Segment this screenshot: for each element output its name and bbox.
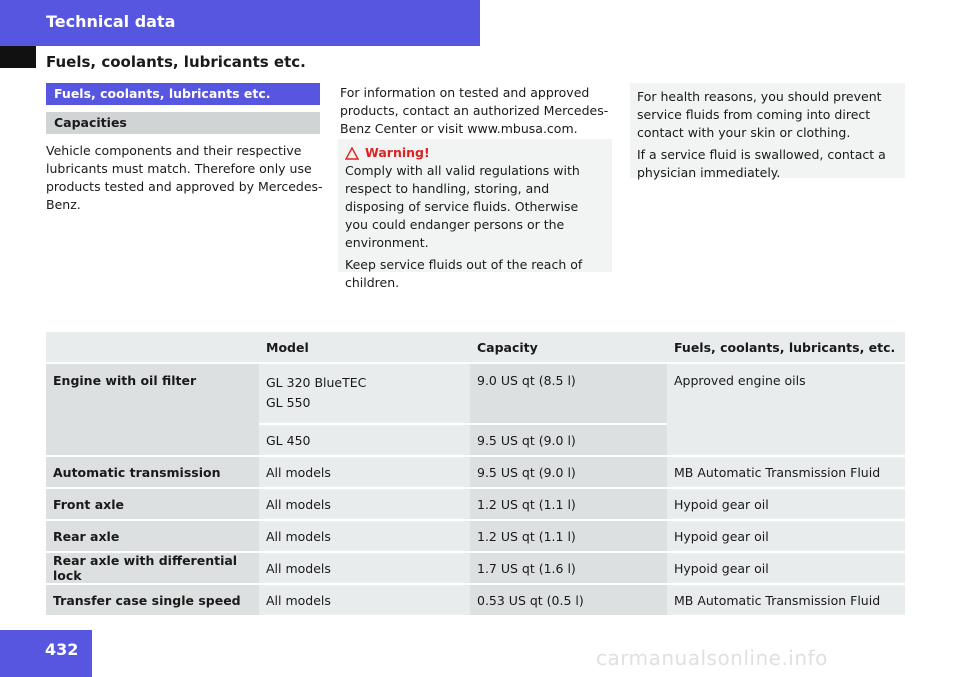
table-row <box>46 520 905 552</box>
row-label: Automatic transmission <box>46 456 259 488</box>
cell-engine-fluid: Approved engine oils <box>667 363 905 456</box>
cell-engine-capacity-2: 9.5 US qt (9.0 l) <box>470 424 667 456</box>
cell-capacity: 1.2 US qt (1.1 l) <box>470 520 667 552</box>
cell-model: All models <box>259 552 470 584</box>
cell-fluid: Hypoid gear oil <box>667 488 905 520</box>
warning-triangle-icon <box>345 147 359 160</box>
table-row-engine-1 <box>46 363 905 424</box>
table-row <box>46 488 905 520</box>
cell-engine-capacity-1: 9.0 US qt (8.5 l) <box>470 363 667 424</box>
page-number: 432 <box>45 640 79 659</box>
info-paragraph: For information on tested and approved products, contact an authorized Mercedes-Benz Center or visit www.mbusa.com. <box>340 85 609 136</box>
section-title: Technical data <box>46 12 176 31</box>
warning-text-2: Keep service fluids out of the reach of children. <box>345 257 583 290</box>
cell-engine-models-1 <box>259 363 470 424</box>
header-capacity: Capacity <box>470 332 667 363</box>
row-label: Rear axle with differential lock <box>46 552 259 584</box>
row-label: Rear axle <box>46 520 259 552</box>
section-marker <box>0 46 36 68</box>
intro-paragraph: Vehicle components and their respective lubricants must match. Therefore only use products tested and approved by Mercedes-Benz. <box>46 143 323 212</box>
cell-fluid: Hypoid gear oil <box>667 520 905 552</box>
health-note-1: For health reasons, you should prevent service fluids from coming into direct contact with your skin or clothing. <box>637 89 882 140</box>
header-cell-empty <box>46 332 259 363</box>
row-label: Transfer case single speed <box>46 584 259 616</box>
heading-bar-capacities: Capacities <box>46 112 320 134</box>
cell-model: All models <box>259 584 470 616</box>
header-model: Model <box>259 332 470 363</box>
cell-model: All models <box>259 456 470 488</box>
section-header-band <box>0 0 480 46</box>
health-note-2: If a service fluid is swallowed, contact a physician immediately. <box>637 147 886 180</box>
table-header-row <box>46 332 905 363</box>
heading-bar-fuels: Fuels, coolants, lubricants etc. <box>46 83 320 105</box>
cell-capacity: 1.2 US qt (1.1 l) <box>470 488 667 520</box>
cell-capacity: 9.5 US qt (9.0 l) <box>470 456 667 488</box>
row-label-engine: Engine with oil filter <box>46 363 259 456</box>
cell-model: All models <box>259 488 470 520</box>
warning-heading <box>345 144 605 162</box>
cell-fluid: MB Automatic Transmission Fluid <box>667 584 905 616</box>
model-gl550: GL 550 <box>266 395 311 410</box>
header-fluids: Fuels, coolants, lubricants, etc. <box>667 332 905 363</box>
warning-text-1: Comply with all valid regulations with respect to handling, storing, and disposing of service fluids. Otherwise you could endanger persons or the environment. <box>345 163 580 250</box>
table-row <box>46 552 905 584</box>
warning-box <box>338 139 612 290</box>
row-label: Front axle <box>46 488 259 520</box>
page-subtitle: Fuels, coolants, lubricants etc. <box>46 53 306 71</box>
watermark: carmanualsonline.info <box>596 646 828 670</box>
capacities-table <box>46 332 905 617</box>
warning-title: Warning! <box>365 145 430 160</box>
table-row <box>46 456 905 488</box>
cell-capacity: 1.7 US qt (1.6 l) <box>470 552 667 584</box>
cell-fluid: Hypoid gear oil <box>667 552 905 584</box>
table-row <box>46 584 905 616</box>
health-note-box <box>630 83 905 178</box>
page-number-box <box>0 630 92 677</box>
cell-model: All models <box>259 520 470 552</box>
cell-fluid: MB Automatic Transmission Fluid <box>667 456 905 488</box>
model-gl320: GL 320 BlueTEC <box>266 375 367 390</box>
cell-engine-model-gl450: GL 450 <box>259 424 470 456</box>
cell-capacity: 0.53 US qt (0.5 l) <box>470 584 667 616</box>
